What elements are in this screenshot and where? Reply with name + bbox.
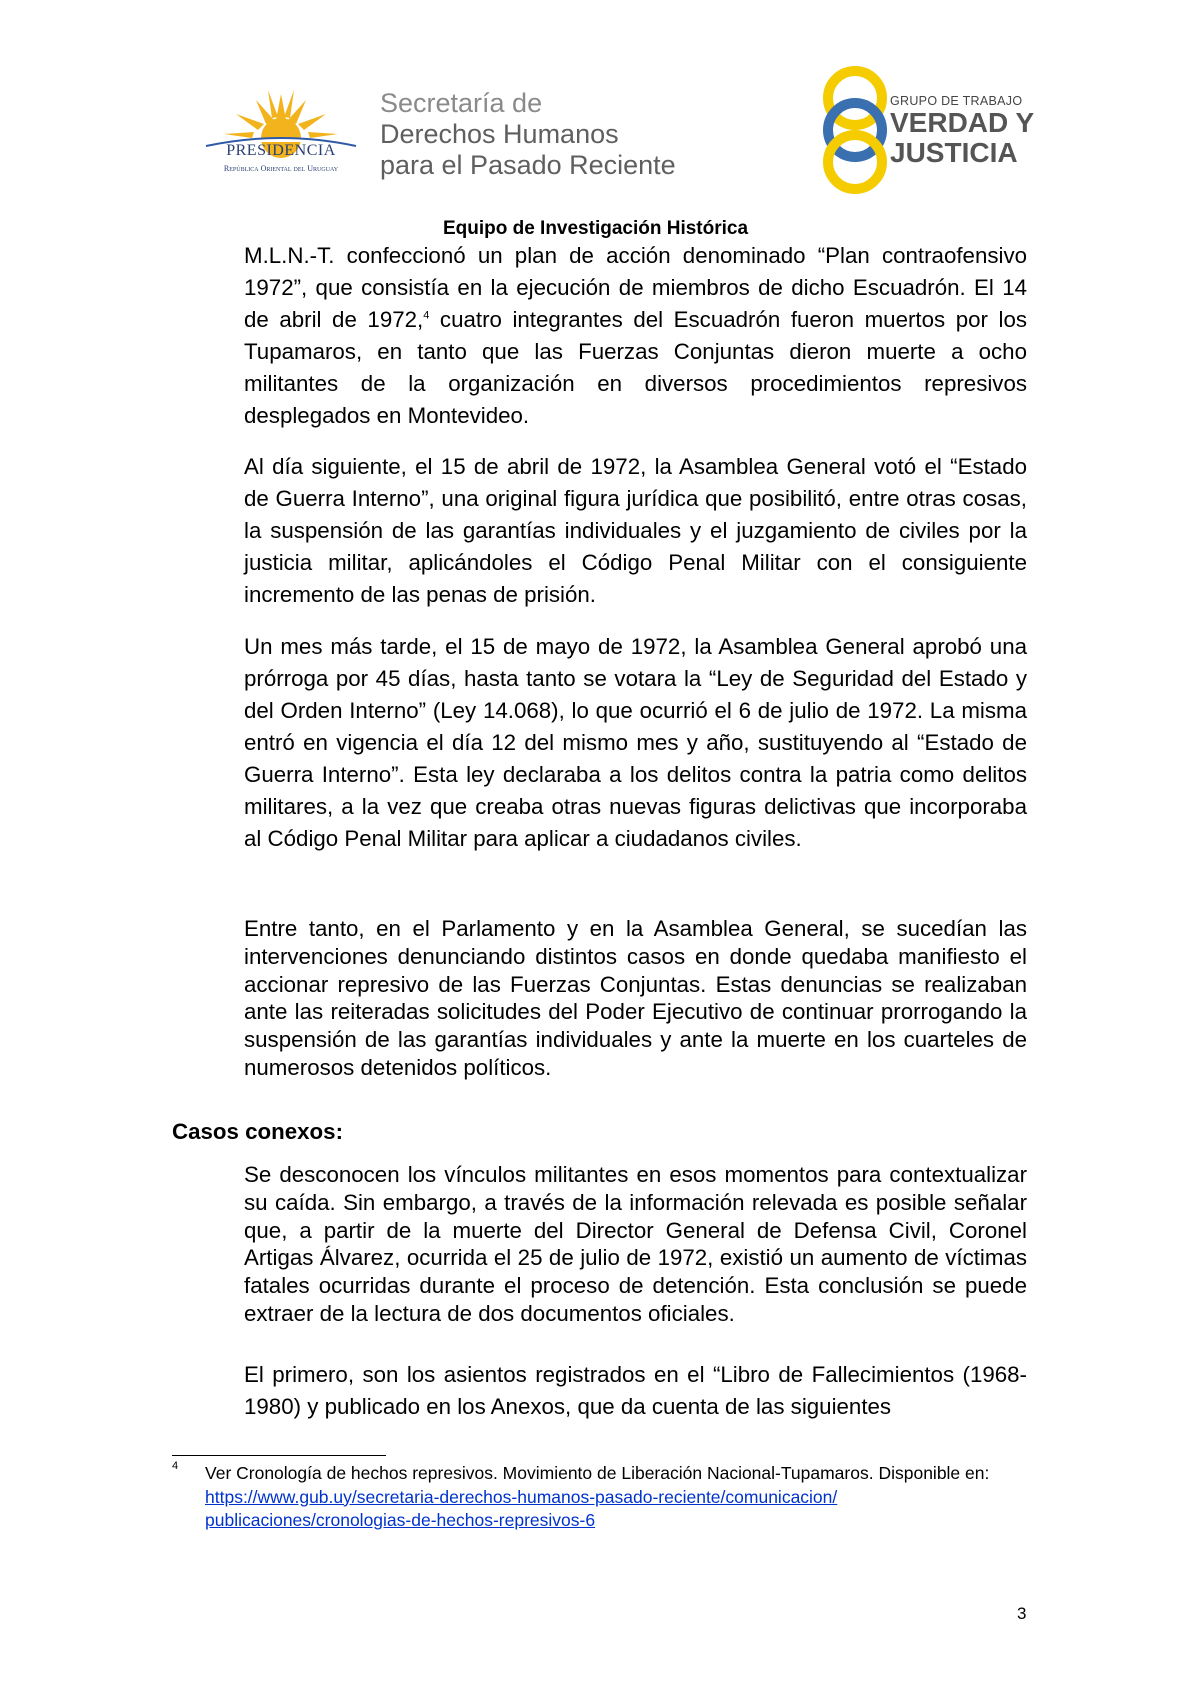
secretaria-line-3: para el Pasado Reciente [380,150,676,180]
equipo-heading: Equipo de Investigación Histórica [442,218,749,239]
footnote-number: 4 [172,1460,179,1472]
justicia-label: JUSTICIA [890,137,1018,168]
secretaria-line-2: Derechos Humanos [380,119,619,149]
paragraph-4: Entre tanto, en el Parlamento y en la Asamblea General, se sucedían las intervenciones denunciando distintos casos en donde quedaba manifiesto el accionar represivo de las Fuerzas Conjuntas. Estas denuncias se realizaban ante las reiteradas solicitudes del Poder Ejecutivo de continuar prorrogando la suspensión de las garantías individuales y ante la muerte en los cuarteles de numerosos detenidos políticos. [244,916,1027,1080]
footnote-divider [172,1455,386,1456]
paragraph-3: Un mes más tarde, el 15 de mayo de 1972, la Asamblea General aprobó una prórroga por 45 días, hasta tanto se votara la “Ley de Seguridad del Estado y del Orden Interno” (Ley 14.068), lo que ocurrió el 6 de julio de 1972. La misma entró en vigencia el día 12 del mismo mes y año, sustituyendo al “Estado de Guerra Interno”. Esta ley declaraba a los delitos contra la patria como delitos militares, a la vez que creaba otras nuevas figuras delictivas que incorporaba al Código Penal Militar para aplicar a ciudadanos civiles. [244,634,1027,851]
page-number: 3 [1017,1604,1027,1623]
grupo-verdad-justicia-text [890,94,1034,168]
paragraph-2: Al día siguiente, el 15 de abril de 1972, la Asamblea General votó el “Estado de Guerra Interno”, una original figura jurídica que posibilitó, entre otras cosas, la suspensión de las garantías individuales y el juzgamiento de civiles por la justicia militar, aplicándoles el Código Penal Militar con el consiguiente incremento de las penas de prisión. [244,454,1027,607]
secretaria-title [380,88,676,181]
paragraph-1-text-b: cuatro integrantes del Escuadrón fueron muertos por los Tupamaros, en tanto que las Fuerzas Conjuntas dieron muerte a ocho militantes de la organización en diversos procedimientos represivos desplegados en Montevideo. [244,307,1027,428]
footnote-ref-4[interactable]: 4 [423,309,430,322]
paragraph-5: Se desconocen los vínculos militantes en esos momentos para contextualizar su caída. Sin embargo, a través de la información relevada es posible señalar que, a partir de la muerte del Director General de Defensa Civil, Coronel Artigas Álvarez, ocurrida el 25 de julio de 1972, existió un aumento de víctimas fatales ocurridas durante el proceso de detención. Esta conclusión se puede extraer de la lectura de dos documentos oficiales. [244,1162,1027,1326]
footnote-link-line-2[interactable]: publicaciones/cronologias-de-hechos-represivos-6 [205,1510,596,1530]
paragraph-1 [244,240,1027,432]
verdad-y-label: VERDAD Y [890,107,1035,138]
secretaria-line-1: Secretaría de [380,88,543,118]
footnote-description: Ver Cronología de hechos represivos. Movimiento de Liberación Nacional-Tupamaros. Disponible en: [205,1463,990,1483]
footnote-text [205,1462,1045,1533]
presidencia-subtext: República Oriental del Uruguay [223,164,339,173]
grupo-de-trabajo-label: GRUPO DE TRABAJO [890,94,1023,108]
presidencia-logo [196,80,366,190]
paragraph-6: El primero, son los asientos registrados en el “Libro de Fallecimientos (1968-1980) y publicado en los Anexos, que da cuenta de las siguientes [244,1362,1027,1419]
presidencia-label: PRESIDENCIA [226,142,336,159]
sun-emblem-icon [196,80,366,190]
casos-conexos-heading: Casos conexos: [172,1119,344,1144]
footnote-link-line-1[interactable]: https://www.gub.uy/secretaria-derechos-humanos-pasado-reciente/comunicacion/ [205,1486,838,1507]
paragraph-1-text-a: M.L.N.-T. confeccionó un plan de acción denominado “Plan contraofensivo 1972”, que consistía en la ejecución de miembros de dicho Escuadrón. El 14 de abril de 1972, [244,243,1027,332]
